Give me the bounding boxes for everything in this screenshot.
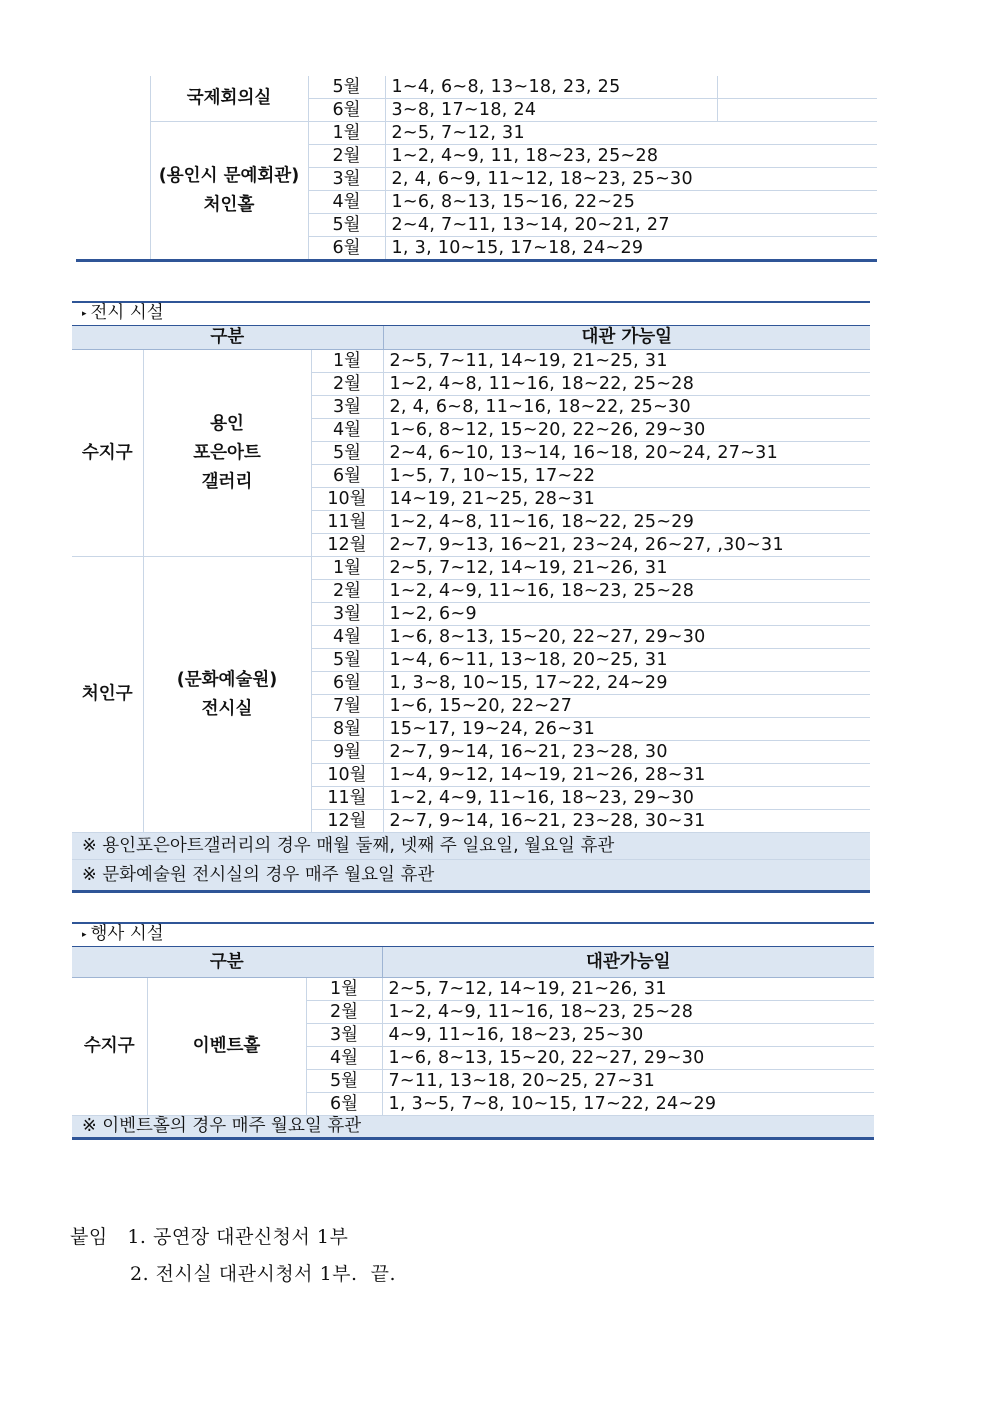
dates-cell: 2, 4, 6~8, 11~16, 18~22, 25~30 (383, 396, 870, 419)
exhibit-table (72, 301, 870, 893)
table-row (72, 557, 870, 580)
month-cell: 1월 (308, 122, 385, 145)
table-row (76, 76, 877, 99)
dates-cell: 1~2, 4~8, 11~16, 18~22, 25~29 (383, 511, 870, 534)
dates-cell: 1~4, 6~11, 13~18, 20~25, 31 (383, 649, 870, 672)
month-cell: 3월 (308, 168, 385, 191)
dates-cell: 1~6, 8~13, 15~20, 22~27, 29~30 (383, 626, 870, 649)
venue-name-line: (용인시 문예회관) (158, 165, 300, 186)
dates-cell: 2~5, 7~12, 14~19, 21~26, 31 (383, 557, 870, 580)
attachment-item-2: 2. 전시실 대관시청서 1부. 끝. (130, 1263, 397, 1285)
top-table-bottom-rule (76, 259, 877, 262)
dates-cell: 1~2, 4~9, 11~16, 18~23, 25~28 (382, 1001, 874, 1024)
dates-cell: 1~5, 7, 10~15, 17~22 (383, 465, 870, 488)
dates-cell: 2~4, 6~10, 13~14, 16~18, 20~24, 27~31 (383, 442, 870, 465)
month-cell: 1월 (306, 978, 382, 1001)
dates-cell: 2~5, 7~12, 14~19, 21~26, 31 (382, 978, 874, 1001)
month-cell: 5월 (306, 1070, 382, 1093)
venue-name-line: 국제회의실 (186, 88, 272, 108)
dates-cell: 2~5, 7~11, 14~19, 21~25, 31 (383, 350, 870, 373)
exhibit-header-dates: 대관 가능일 (383, 326, 870, 350)
top-venue-table (76, 76, 877, 260)
month-cell: 4월 (308, 191, 385, 214)
event-header-category: 구분 (72, 947, 382, 978)
dates-cell: 1~2, 4~9, 11, 18~23, 25~28 (385, 145, 877, 168)
month-cell: 5월 (311, 442, 383, 465)
venue-name-line: 전시실 (201, 698, 253, 719)
month-cell: 1월 (311, 350, 383, 373)
venue-name-cell (143, 557, 311, 833)
blank-district-cell (76, 76, 150, 260)
triangle-bullet-icon: ▸ (82, 309, 87, 319)
month-cell: 6월 (306, 1093, 382, 1116)
dates-cell: 15~17, 19~24, 26~31 (383, 718, 870, 741)
month-cell: 2월 (311, 580, 383, 603)
dates-cell: 1~6, 8~13, 15~16, 22~25 (385, 191, 877, 214)
dates-cell: 2~5, 7~12, 31 (385, 122, 877, 145)
empty-cell (717, 99, 877, 122)
venue-name-line: 용인 (210, 413, 244, 434)
dates-cell: 4~9, 11~16, 18~23, 25~30 (382, 1024, 874, 1047)
month-cell: 11월 (311, 511, 383, 534)
triangle-bullet-icon: ▸ (82, 930, 87, 940)
dates-cell: 1, 3, 10~15, 17~18, 24~29 (385, 237, 877, 260)
dates-cell: 1~6, 8~12, 15~20, 22~26, 29~30 (383, 419, 870, 442)
dates-cell: 1, 3~5, 7~8, 10~15, 17~22, 24~29 (382, 1093, 874, 1116)
district-cell: 수지구 (72, 978, 147, 1116)
month-cell: 12월 (311, 810, 383, 833)
month-cell: 3월 (306, 1024, 382, 1047)
dates-cell: 2~4, 7~11, 13~14, 20~21, 27 (385, 214, 877, 237)
dates-cell: 2~7, 9~14, 16~21, 23~28, 30 (383, 741, 870, 764)
venue-name-cell (147, 978, 306, 1116)
table-row (76, 122, 877, 145)
dates-cell: 1~2, 4~9, 11~16, 18~23, 29~30 (383, 787, 870, 810)
venue-name-line: (문화예술원) (176, 669, 278, 690)
month-cell: 4월 (311, 419, 383, 442)
exhibit-title-text: 전시 시설 (90, 303, 164, 323)
event-section-title (72, 923, 874, 947)
month-cell: 2월 (306, 1001, 382, 1024)
month-cell: 2월 (311, 373, 383, 396)
month-cell: 5월 (308, 76, 385, 99)
dates-cell: 7~11, 13~18, 20~25, 27~31 (382, 1070, 874, 1093)
table-row (72, 978, 874, 1001)
dates-cell: 1~2, 6~9 (383, 603, 870, 626)
note-row (72, 1116, 874, 1139)
note-text: ※ 문화예술원 전시실의 경우 매주 월요일 휴관 (72, 860, 870, 892)
month-cell: 7월 (311, 695, 383, 718)
venue-name-cell (143, 350, 311, 557)
month-cell: 5월 (311, 649, 383, 672)
dates-cell: 1~2, 4~8, 11~16, 18~22, 25~28 (383, 373, 870, 396)
dates-cell: 2, 4, 6~9, 11~12, 18~23, 25~30 (385, 168, 877, 191)
dates-cell: 1~6, 15~20, 22~27 (383, 695, 870, 718)
attachment-line-1 (70, 1222, 348, 1249)
month-cell: 12월 (311, 534, 383, 557)
dates-cell: 2~7, 9~13, 16~21, 23~24, 26~27, ,30~31 (383, 534, 870, 557)
event-header-dates: 대관가능일 (382, 947, 874, 978)
month-cell: 9월 (311, 741, 383, 764)
month-cell: 1월 (311, 557, 383, 580)
venue-name-cell (150, 76, 308, 122)
venue-name-line: 처인홀 (203, 194, 255, 215)
event-title-text: 행사 시설 (90, 924, 164, 944)
dates-cell: 3~8, 17~18, 24 (385, 99, 717, 122)
empty-cell (717, 76, 877, 99)
note-row (72, 833, 870, 860)
month-cell: 6월 (308, 99, 385, 122)
dates-cell: 1~4, 6~8, 13~18, 23, 25 (385, 76, 717, 99)
month-cell: 11월 (311, 787, 383, 810)
month-cell: 10월 (311, 488, 383, 511)
month-cell: 8월 (311, 718, 383, 741)
dates-cell: 1~4, 9~12, 14~19, 21~26, 28~31 (383, 764, 870, 787)
event-table (72, 922, 874, 1140)
dates-cell: 2~7, 9~14, 16~21, 23~28, 30~31 (383, 810, 870, 833)
attachment-item-1: 1. 공연장 대관신청서 1부 (127, 1226, 349, 1248)
attachment-label: 붙임 (70, 1226, 108, 1248)
month-cell: 4월 (311, 626, 383, 649)
month-cell: 4월 (306, 1047, 382, 1070)
dates-cell: 1~6, 8~13, 15~20, 22~27, 29~30 (382, 1047, 874, 1070)
month-cell: 6월 (311, 465, 383, 488)
exhibit-header-category: 구분 (72, 326, 383, 350)
venue-name-line: 이벤트홀 (192, 1036, 261, 1056)
month-cell: 6월 (308, 237, 385, 260)
venue-name-line: 갤러리 (201, 471, 253, 492)
note-text: ※ 용인포은아트갤러리의 경우 매월 둘째, 넷째 주 일요일, 월요일 휴관 (72, 833, 870, 860)
attachment-line-2 (130, 1259, 396, 1286)
district-cell: 처인구 (72, 557, 143, 833)
venue-name-line: 포은아트 (193, 442, 261, 463)
month-cell: 6월 (311, 672, 383, 695)
table-row (72, 350, 870, 373)
venue-name-cell (150, 122, 308, 260)
dates-cell: 14~19, 21~25, 28~31 (383, 488, 870, 511)
month-cell: 2월 (308, 145, 385, 168)
month-cell: 3월 (311, 396, 383, 419)
note-row (72, 860, 870, 892)
month-cell: 3월 (311, 603, 383, 626)
month-cell: 5월 (308, 214, 385, 237)
district-cell: 수지구 (72, 350, 143, 557)
exhibit-section-title (72, 302, 870, 326)
month-cell: 10월 (311, 764, 383, 787)
dates-cell: 1~2, 4~9, 11~16, 18~23, 25~28 (383, 580, 870, 603)
note-text: ※ 이벤트홀의 경우 매주 월요일 휴관 (72, 1116, 874, 1139)
dates-cell: 1, 3~8, 10~15, 17~22, 24~29 (383, 672, 870, 695)
